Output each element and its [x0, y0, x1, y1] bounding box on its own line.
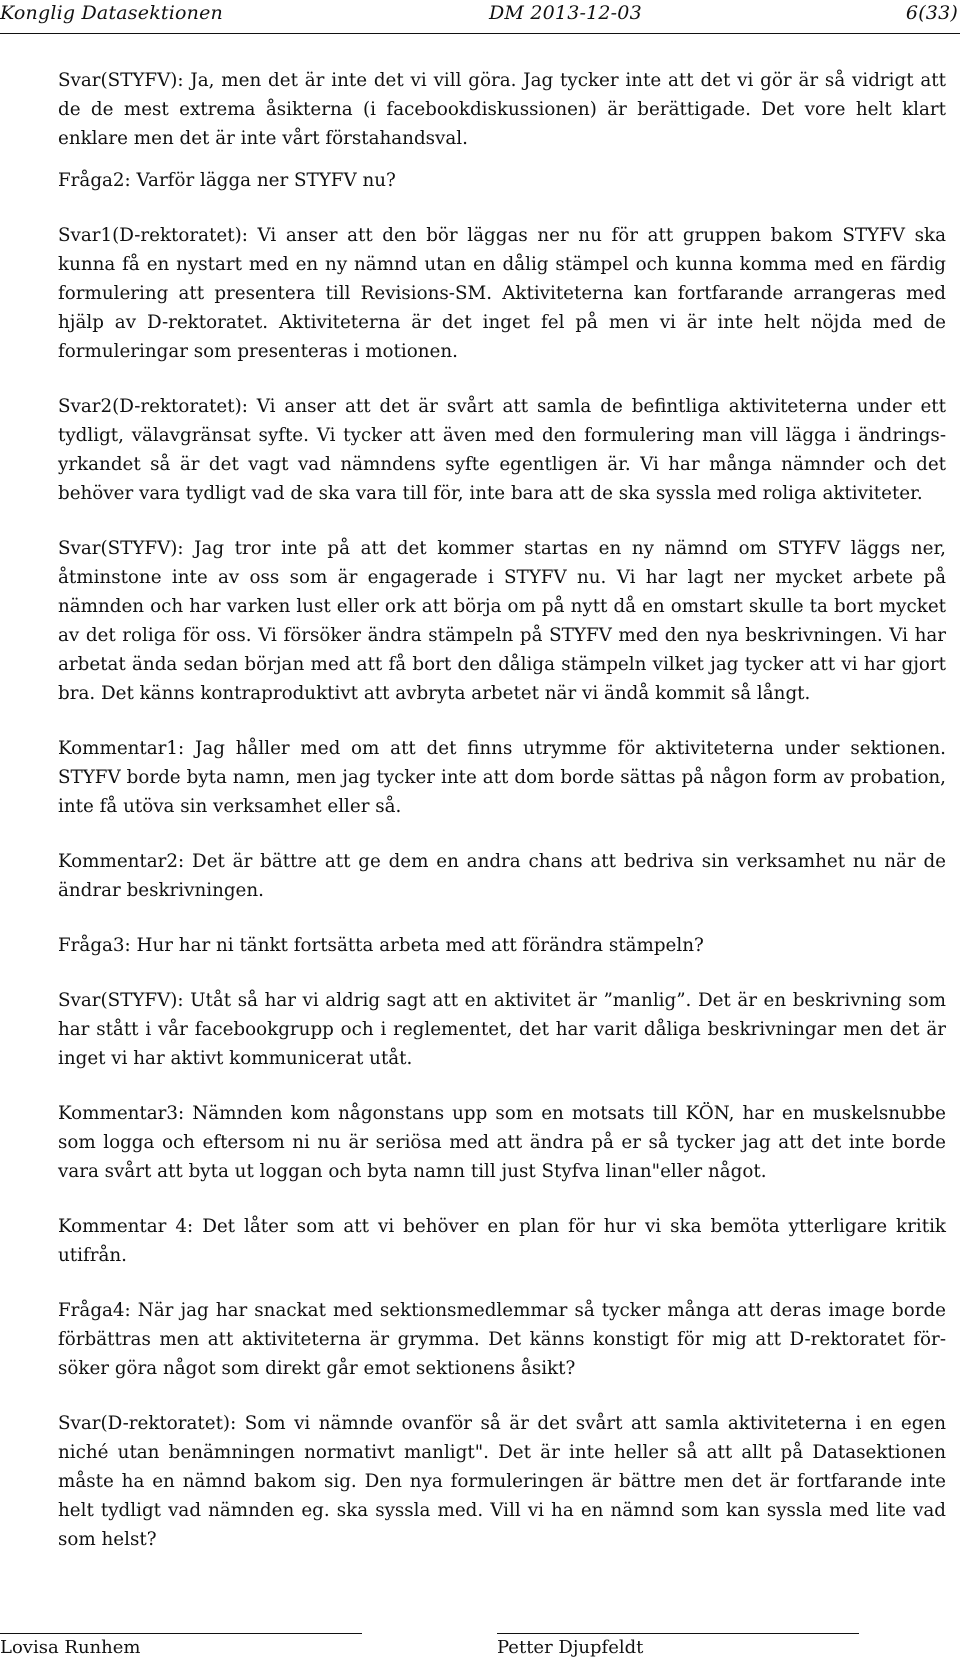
paragraph-kommentar1: Kommentar1: Jag håller med om att det finns utrymme för aktiviteterna under sektionen. STYFV borde byta namn, men jag tycker inte att dom borde sättas på någon form av probation, inte få utöva sin verksamhet eller så.	[58, 738, 946, 817]
paragraph-svar-styfv-3: Svar(STYFV): Utåt så har vi aldrig sagt att en aktivitet är ”manlig”. Det är en beskrivning som har stått i vår facebookgrupp och i reglementet, det har varit dåliga beskrivningar men det är inget vi har aktivt kommunicerat utåt.	[58, 990, 946, 1069]
signature-line-right	[497, 1633, 859, 1634]
paragraph-fraga3: Fråga3: Hur har ni tänkt fortsätta arbeta med att förändra stämpeln?	[58, 935, 704, 956]
paragraph-svar-d-rektoratet: Svar(D-rektoratet): Som vi nämnde ovanför så är det svårt att samla aktiviteterna i en egen niché utan benämningen normativt manligt". Det är inte heller så att allt på Datasektionen måste ha en nämnd bakom sig. Den nya formuleringen är bättre men det är fortfarande inte helt tydligt vad nämnden eg. ska syssla med. Vill vi ha en nämnd som kan syssla med lite vad som helst?	[58, 1413, 946, 1550]
header-rule	[0, 33, 960, 34]
paragraph-svar2-d-rektoratet: Svar2(D-rektoratet): Vi anser att det är svårt att samla de befintliga aktiviteterna under ett tydligt, välavgränsat syfte. Vi tycker att även med den formulering man vill lägga i ändringsyrkandet så är det vagt vad nämndens syfte egentligen är. Vi har många nämnder och det behöver vara tydligt vad de ska vara till för, inte bara att de ska syssla med roliga aktiviteter.	[58, 396, 946, 504]
page-header	[0, 0, 960, 36]
signature-name-right: Petter Djupfeldt	[497, 1637, 644, 1658]
document-body	[58, 66, 946, 1580]
paragraph-fraga2: Fråga2: Varför lägga ner STYFV nu?	[58, 170, 396, 191]
paragraph-svar1-d-rektoratet: Svar1(D-rektoratet): Vi anser att den bör läggas ner nu för att gruppen bakom STYFV ska kunna få en nystart med en ny nämnd utan en dålig stämpel och kunna komma med en färdig formulering att presentera till Revisions-SM. Aktiviteterna kan fortfarande arrangeras med hjälp av D-rektoratet. Aktiviteterna är det inget fel på men vi är inte helt nöjda med de formuleringar som presenteras i motionen.	[58, 225, 946, 362]
header-page-number: 6(33)	[905, 2, 958, 24]
header-organization: Konglig Datasektionen	[0, 2, 223, 24]
paragraph-kommentar2: Kommentar2: Det är bättre att ge dem en andra chans att bedriva sin verksamhet nu när de ändrar beskrivningen.	[58, 851, 946, 901]
paragraph-svar-styfv-1: Svar(STYFV): Ja, men det är inte det vi vill göra. Jag tycker inte att det vi gör är så vidrigt att de de mest extrema åsikterna (i facebookdiskussionen) är berättigade. Det vore helt klart enklare men det är inte vårt förstahandsval.	[58, 70, 946, 149]
paragraph-kommentar3: Kommentar3: Nämnden kom någonstans upp som en motsats till KÖN, har en muskelsnubbe som logga och eftersom ni nu är seriösa med att ändra på er så tycker jag att det inte borde vara svårt att byta ut loggan och byta namn till just Styfva linan"eller något.	[58, 1103, 946, 1182]
paragraph-svar-styfv-2: Svar(STYFV): Jag tror inte på att det kommer startas en ny nämnd om STYFV läggs ner, åtminstone inte av oss som är engagerade i STYFV nu. Vi har lagt ner mycket arbete på nämnden och har varken lust eller ork att börja om på nytt då en omstart skulle ta bort mycket av det roliga för oss. Vi försöker ändra stämpeln på STYFV med den nya beskrivningen. Vi har arbetat ända sedan början med att få bort den dåliga stämpeln vilket jag tycker att vi har gjort bra. Det känns kontraproduktivt att avbryta arbetet när vi ändå kommit så långt.	[58, 538, 946, 704]
paragraph-kommentar4: Kommentar 4: Det låter som att vi behöver en plan för hur vi ska bemöta ytterligare kritik utifrån.	[58, 1216, 946, 1266]
paragraph-fraga4: Fråga4: När jag har snackat med sektionsmedlemmar så tycker många att deras image borde förbättras men att aktiviteterna är grymma. Det känns konstigt för mig att D-rektoratet försöker göra något som direkt går emot sektionens åsikt?	[58, 1300, 946, 1379]
header-date: DM 2013-12-03	[489, 2, 642, 24]
signature-name-left: Lovisa Runhem	[0, 1637, 141, 1658]
signature-line-left	[0, 1633, 362, 1634]
